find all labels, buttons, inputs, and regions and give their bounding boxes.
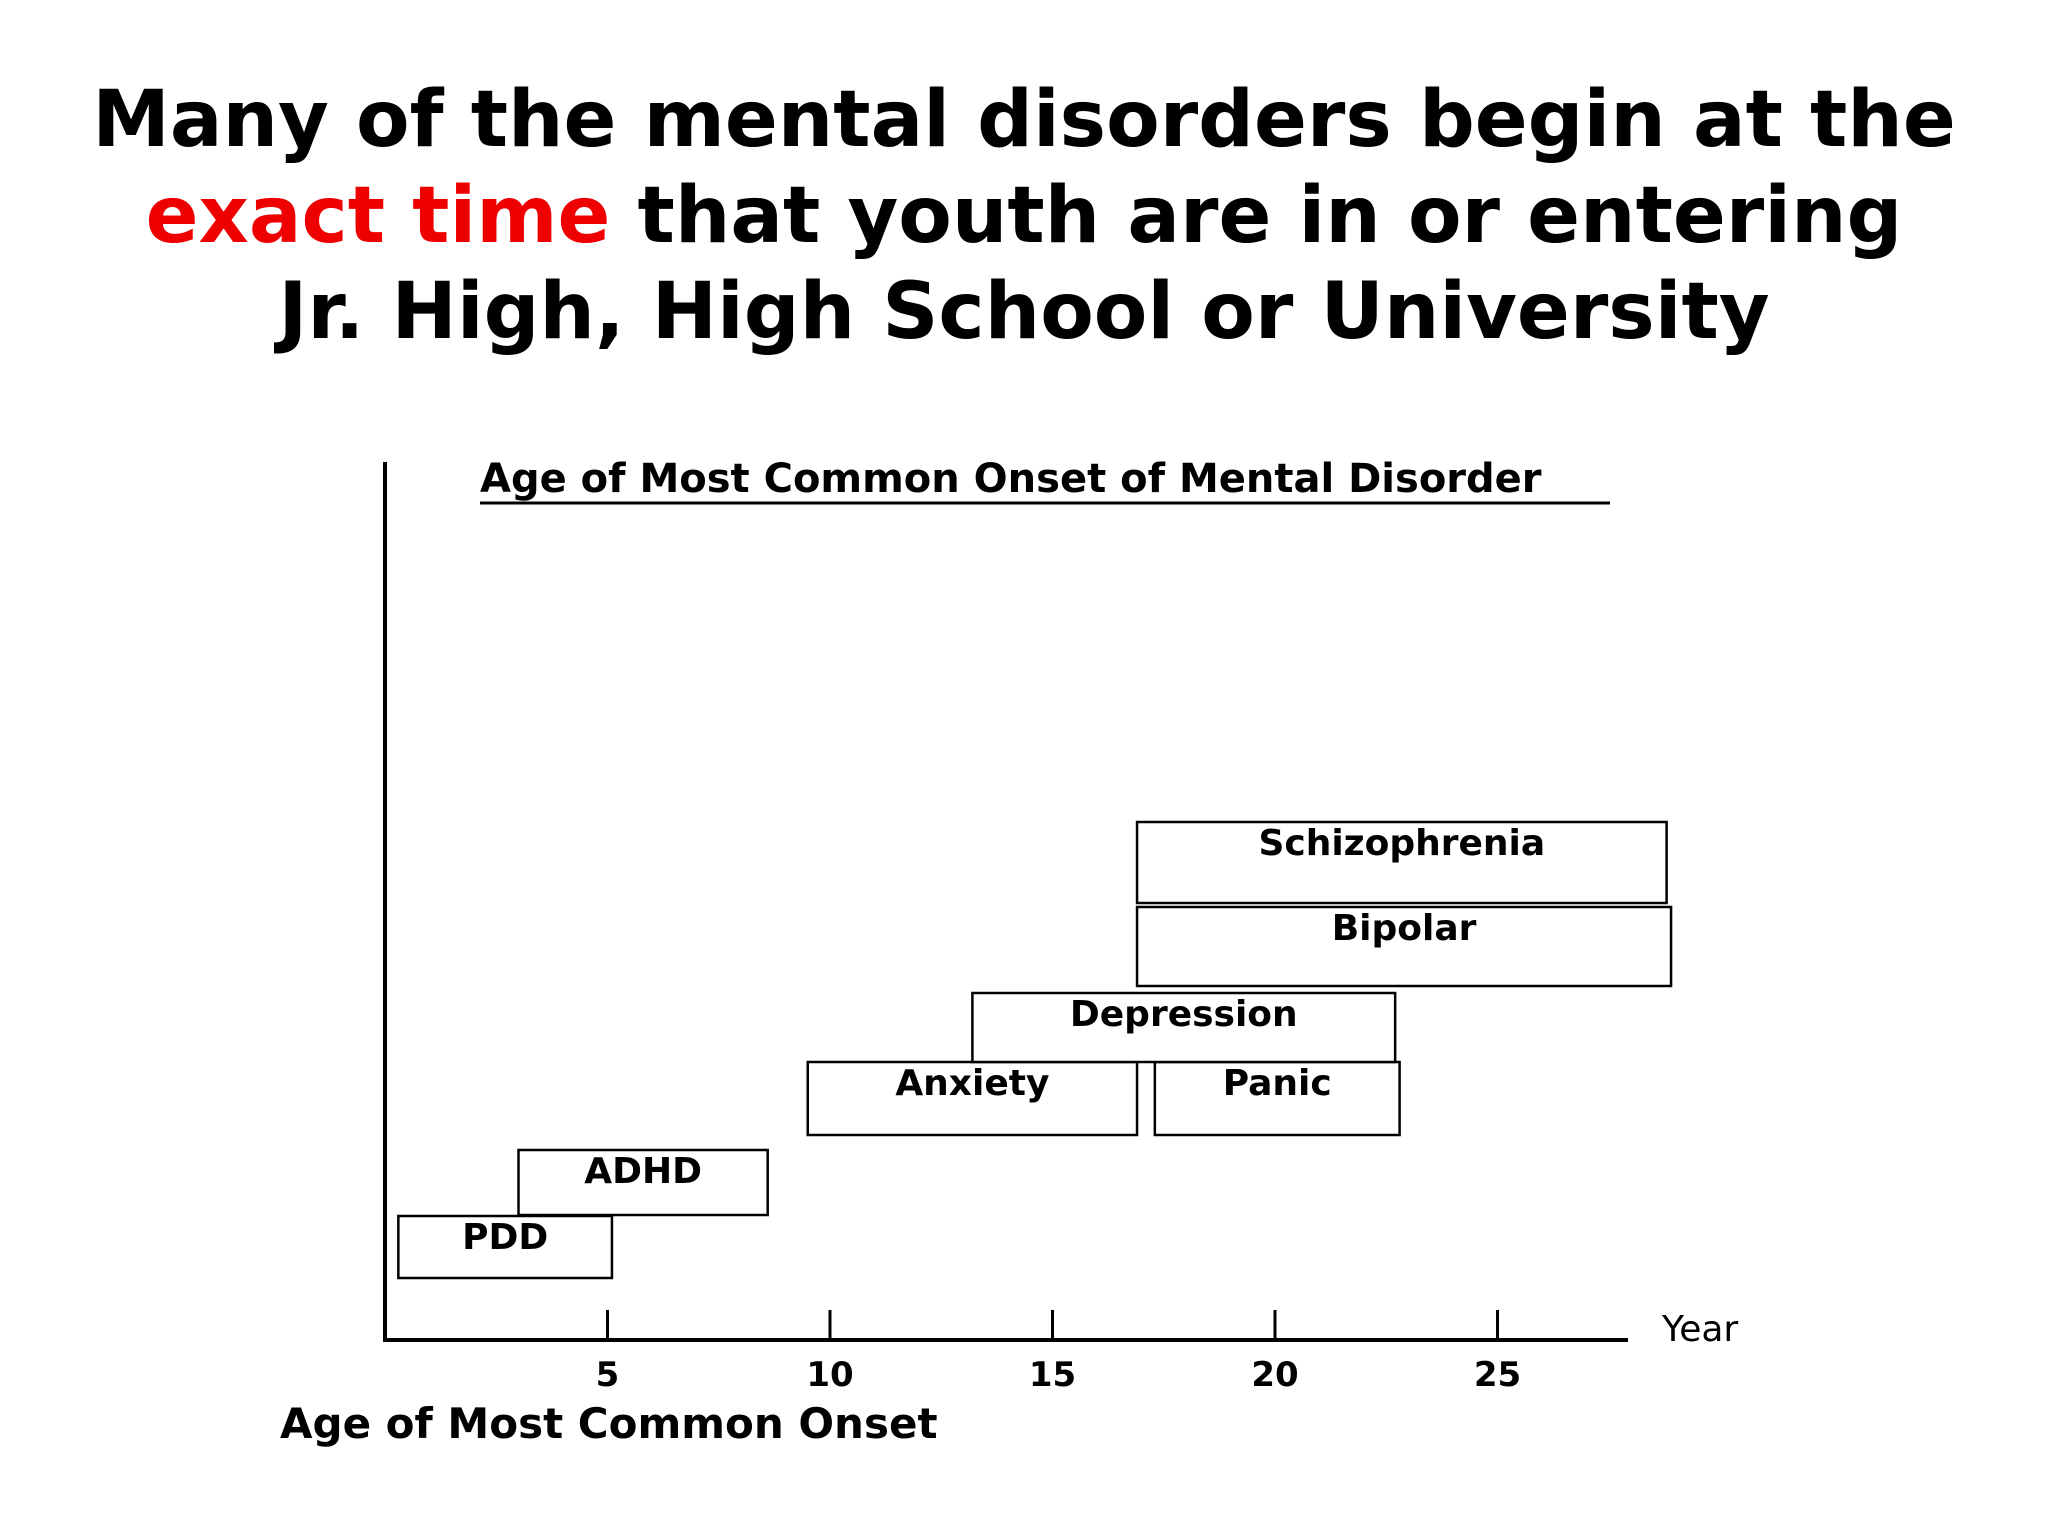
bar-label-pdd: PDD bbox=[462, 1217, 549, 1258]
title-line-2-rest: that youth are in or entering bbox=[610, 171, 1903, 261]
x-axis-ticks bbox=[596, 1310, 1522, 1395]
x-axis-label: Age of Most Common Onset bbox=[280, 1399, 938, 1448]
bar-label-bipolar: Bipolar bbox=[1331, 908, 1477, 949]
onset-bars bbox=[398, 822, 1671, 1278]
x-unit-label: Year bbox=[1662, 1309, 1739, 1350]
bar-label-schizophrenia: Schizophrenia bbox=[1258, 823, 1546, 864]
bar-label-adhd: ADHD bbox=[584, 1151, 702, 1192]
x-tick-label-10: 10 bbox=[806, 1355, 854, 1395]
x-tick-label-5: 5 bbox=[595, 1355, 620, 1395]
title-highlight: exact time bbox=[145, 171, 611, 261]
x-tick-label-15: 15 bbox=[1028, 1355, 1077, 1395]
title-line-3: Jr. High, High School or University bbox=[278, 267, 1770, 357]
bar-label-anxiety: Anxiety bbox=[895, 1063, 1050, 1104]
chart-title-group bbox=[480, 456, 1610, 503]
chart-title: Age of Most Common Onset of Mental Disorder bbox=[480, 456, 1542, 502]
bar-label-panic: Panic bbox=[1222, 1063, 1332, 1104]
bar-label-depression: Depression bbox=[1069, 994, 1298, 1035]
x-tick-label-20: 20 bbox=[1251, 1355, 1299, 1395]
title-line-1: Many of the mental disorders begin at the bbox=[92, 75, 1956, 165]
x-tick-label-25: 25 bbox=[1473, 1355, 1522, 1395]
